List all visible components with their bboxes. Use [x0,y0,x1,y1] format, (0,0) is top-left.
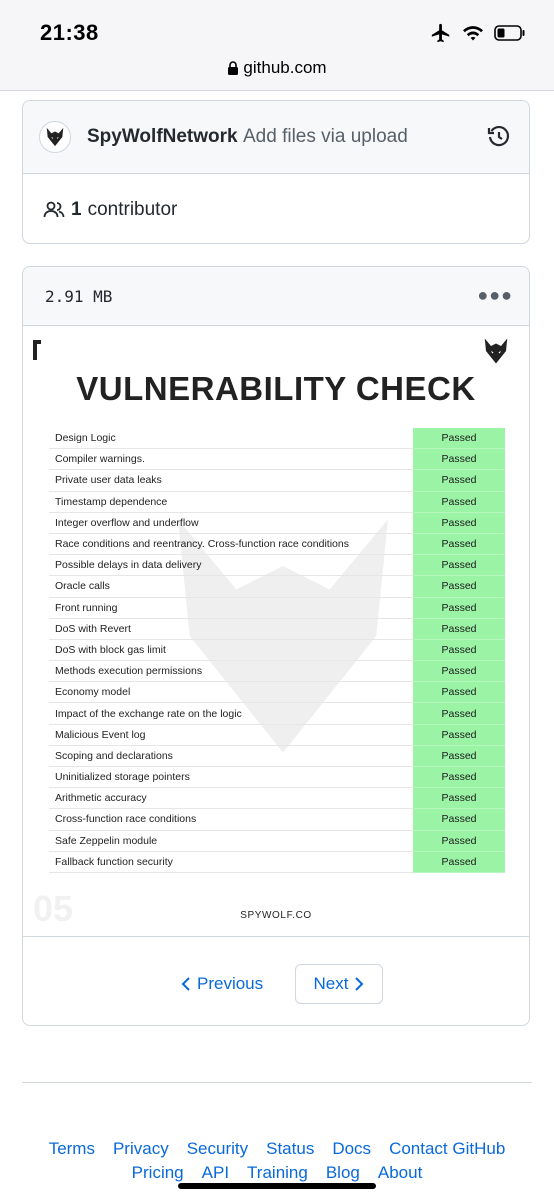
check-result: Passed [413,555,505,576]
status-time: 21:38 [40,20,99,45]
avatar[interactable] [39,121,71,153]
table-row [49,618,505,639]
vulnerability-table [49,428,505,873]
latest-commit-row [23,101,529,174]
url-bar[interactable] [0,58,554,78]
table-row [49,809,505,830]
table-row [49,470,505,491]
footer-link-docs[interactable]: Docs [332,1139,372,1158]
footer-divider [22,1082,532,1083]
document-footer: SPYWOLF.CO [240,910,312,921]
check-name: Methods execution permissions [49,661,413,682]
table-row [49,703,505,724]
check-name: Oracle calls [49,576,413,597]
check-result: Passed [413,767,505,788]
check-result: Passed [413,512,505,533]
url-text: github.com [243,58,327,77]
footer-link-api[interactable]: API [201,1163,230,1182]
check-name: DoS with block gas limit [49,639,413,660]
table-row [49,830,505,851]
table-row [49,491,505,512]
battery-icon [494,25,526,41]
check-result: Passed [413,724,505,745]
check-name: Economy model [49,682,413,703]
check-result: Passed [413,851,505,872]
footer-links-row-2 [0,1163,554,1183]
check-result: Passed [413,639,505,660]
next-button[interactable] [295,964,383,1004]
check-result: Passed [413,703,505,724]
page-number: 05 [33,888,74,929]
footer-link-pricing[interactable]: Pricing [131,1163,184,1182]
check-name: Possible delays in data delivery [49,555,413,576]
check-name: Uninitialized storage pointers [49,767,413,788]
check-result: Passed [413,682,505,703]
table-row [49,767,505,788]
wolf-logo-icon [481,336,511,366]
document-title: VULNERABILITY CHECK [76,370,476,407]
pagination [23,937,529,1026]
check-name: Race conditions and reentrancy. Cross-function race conditions [49,533,413,554]
file-header [23,267,529,326]
footer-link-training[interactable]: Training [247,1163,308,1182]
wolf-logo-icon [44,126,66,148]
table-row [49,661,505,682]
previous-label: Previous [197,974,264,993]
contributor-count: 1 [71,199,82,220]
table-row [49,597,505,618]
table-row [49,724,505,745]
check-result: Passed [413,745,505,766]
check-result: Passed [413,576,505,597]
table-row [49,851,505,872]
airplane-icon [430,22,452,44]
more-options-icon[interactable]: ●●● [477,285,513,305]
check-name: Impact of the exchange rate on the logic [49,703,413,724]
check-name: Integer overflow and underflow [49,512,413,533]
file-size: 2.91 MB [45,287,113,306]
file-viewer [22,266,530,1026]
latest-commit-box [22,100,530,244]
footer-link-about[interactable]: About [377,1163,423,1182]
check-result: Passed [413,449,505,470]
check-name: DoS with Revert [49,618,413,639]
footer-links-row-1 [0,1139,554,1159]
table-row [49,745,505,766]
footer-link-privacy[interactable]: Privacy [112,1139,169,1158]
check-name: Scoping and declarations [49,745,413,766]
check-name: Cross-function race conditions [49,809,413,830]
check-name: Fallback function security [49,851,413,872]
chevron-right-icon [354,977,364,991]
home-indicator[interactable] [178,1183,376,1189]
check-name: Malicious Event log [49,724,413,745]
commit-message-link[interactable]: Add files via upload [243,126,408,147]
contributors-link[interactable] [43,199,177,221]
previous-button[interactable] [181,964,263,1004]
contributor-label: contributor [87,199,178,220]
table-row [49,449,505,470]
chevron-left-icon [181,977,191,991]
check-name: Front running [49,597,413,618]
wifi-icon [462,24,484,42]
table-row [49,428,505,449]
table-row [49,555,505,576]
check-result: Passed [413,533,505,554]
lock-icon [227,61,239,75]
check-name: Arithmetic accuracy [49,788,413,809]
footer-link-terms[interactable]: Terms [48,1139,95,1158]
check-result: Passed [413,597,505,618]
check-result: Passed [413,661,505,682]
table-row [49,788,505,809]
check-name: Safe Zeppelin module [49,830,413,851]
check-result: Passed [413,809,505,830]
table-row [49,576,505,597]
check-result: Passed [413,491,505,512]
check-result: Passed [413,830,505,851]
pdf-page [23,326,529,937]
check-name: Compiler warnings. [49,449,413,470]
next-label: Next [313,974,349,993]
table-row [49,639,505,660]
footer-link-security[interactable]: Security [186,1139,249,1158]
footer-link-blog[interactable]: Blog [325,1163,360,1182]
check-name: Private user data leaks [49,470,413,491]
table-row [49,512,505,533]
status-icons [430,22,526,44]
check-name: Design Logic [49,428,413,449]
corner-mark-icon [33,340,41,360]
history-icon[interactable] [487,125,511,149]
commit-author-link[interactable]: SpyWolfNetwork [87,126,238,147]
footer-link-status[interactable]: Status [266,1139,315,1158]
people-icon [43,200,65,220]
check-result: Passed [413,618,505,639]
check-result: Passed [413,470,505,491]
check-result: Passed [413,428,505,449]
table-row [49,682,505,703]
browser-top-bar [0,0,554,91]
check-name: Timestamp dependence [49,491,413,512]
table-row [49,533,505,554]
footer-link-contact[interactable]: Contact GitHub [389,1139,506,1158]
check-result: Passed [413,788,505,809]
